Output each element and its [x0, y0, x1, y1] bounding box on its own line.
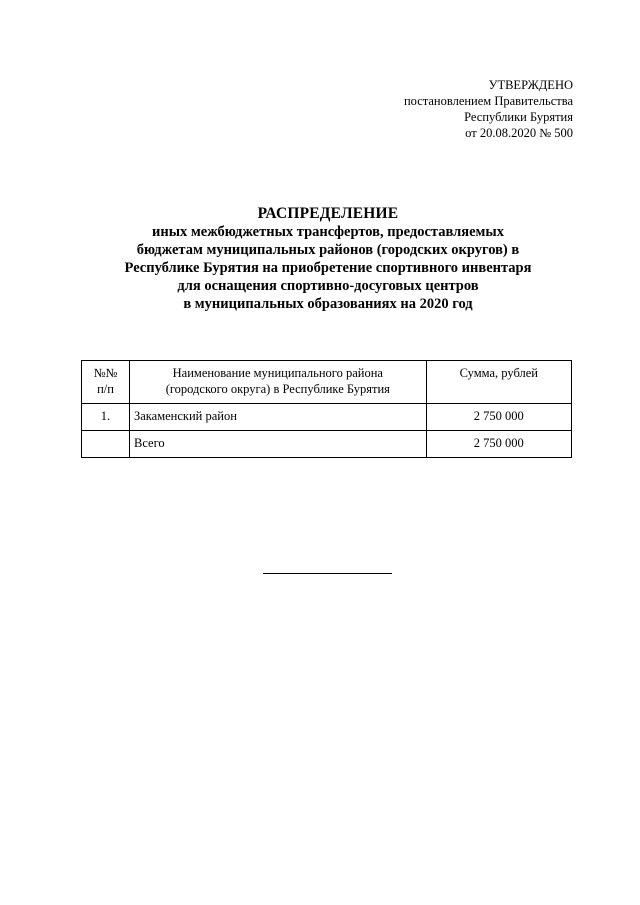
table-header-row: [82, 361, 572, 404]
row-sum: 2 750 000: [426, 404, 571, 431]
row-number: 1.: [82, 404, 130, 431]
row-municipality: Закаменский район: [129, 404, 426, 431]
allocation-table: [81, 360, 572, 458]
table-total-row: [82, 431, 572, 458]
document-heading: [0, 205, 640, 313]
heading-line: бюджетам муниципальных районов (городских округов) в: [136, 242, 520, 258]
total-label: Всего: [129, 431, 426, 458]
header-municipality: [129, 361, 426, 404]
approval-block: [404, 77, 573, 141]
header-municipality-line2: (городского округа) в Республике Бурятия: [165, 382, 390, 396]
total-sum: 2 750 000: [426, 431, 571, 458]
approval-decree: постановлением Правительства: [403, 94, 573, 108]
approval-authority: Республики Бурятия: [464, 110, 573, 124]
table-row: [82, 404, 572, 431]
approval-date-number: от 20.08.2020 № 500: [465, 126, 573, 140]
total-number: [82, 431, 130, 458]
closing-rule: [263, 573, 392, 574]
heading-line: Республике Бурятия на приобретение спортивного инвентаря: [124, 260, 532, 276]
approval-label: УТВЕРЖДЕНО: [488, 78, 573, 92]
header-sum: Сумма, рублей: [426, 361, 571, 404]
header-number-line1: №№: [93, 366, 118, 380]
heading-line: иных межбюджетных трансфертов, предоставляемых: [151, 224, 504, 240]
header-municipality-line1: Наименование муниципального района: [172, 366, 383, 380]
header-number-line2: п/п: [97, 382, 114, 396]
document-title: РАСПРЕДЕЛЕНИЕ: [257, 205, 399, 222]
heading-line: для оснащения спортивно-досуговых центров: [177, 278, 479, 294]
heading-line: в муниципальных образованиях на 2020 год: [183, 296, 473, 312]
header-number: [82, 361, 130, 404]
